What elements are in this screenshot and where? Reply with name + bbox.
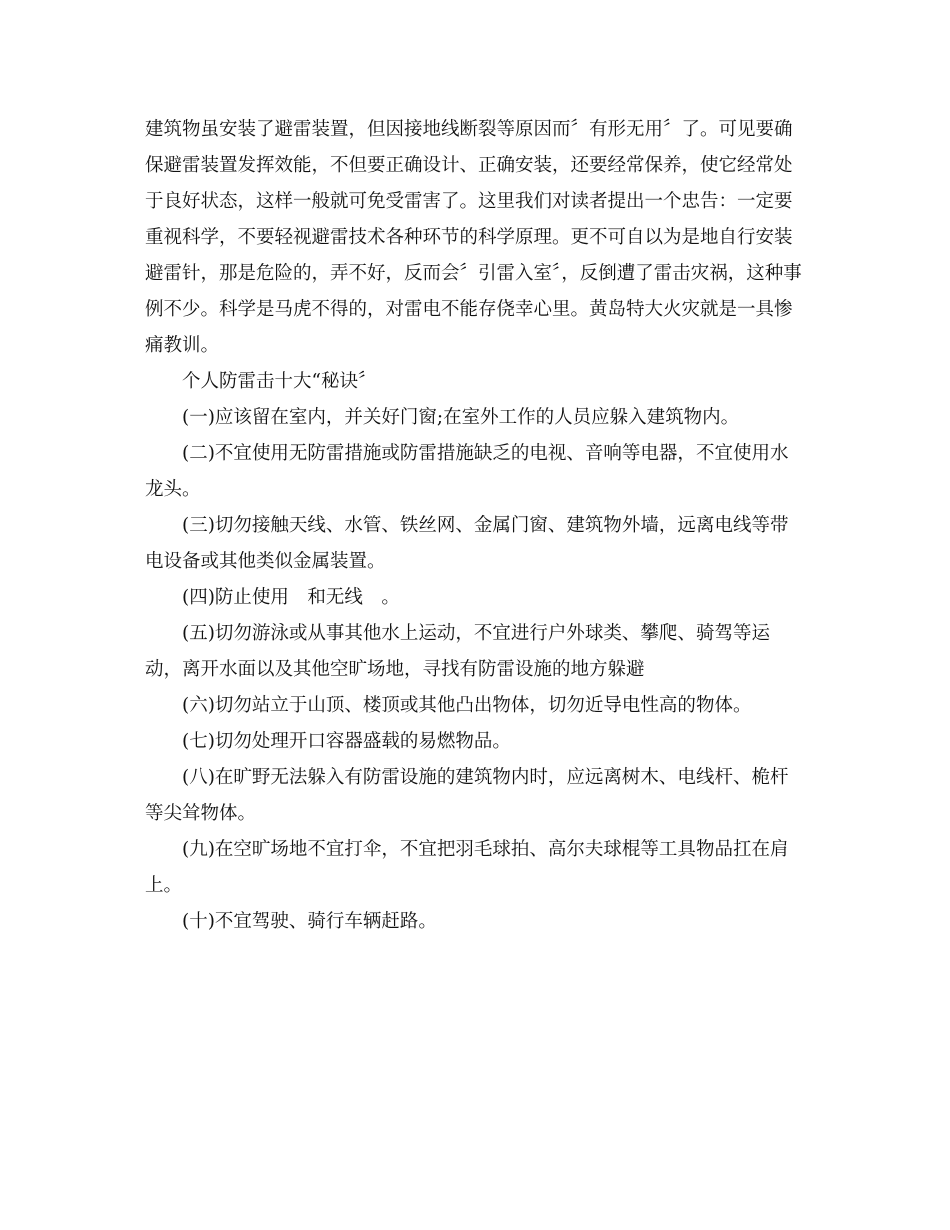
tip-item-6: (六)切勿站立于山顶、楼顶或其他凸出物体，切勿近导电性高的物体。 xyxy=(182,695,752,716)
tip-item-7: (七)切勿处理开口容器盛载的易燃物品。 xyxy=(182,731,511,752)
tip-item-10: (十)不宜驾驶、骑行车辆赶路。 xyxy=(182,911,437,932)
tip-item-1: (一)应该留在室内，并关好门窗;在室外工作的人员应躲入建筑物内。 xyxy=(182,407,740,428)
section-heading: 个人防雷击十大“秘诀〞 xyxy=(182,371,377,392)
tip-item-4: (四)防止使用 和无线 。 xyxy=(182,587,400,608)
tip-item-5: (五)切勿游泳或从事其他水上运动，不宜进行户外球类、攀爬、骑驾等运动，离开水面以及其他空旷场地，寻找有防雷设施的地方躲避 xyxy=(145,623,770,680)
tip-item-9: (九)在空旷场地不宜打伞，不宜把羽毛球拍、高尔夫球棍等工具物品扛在肩上。 xyxy=(145,839,789,896)
tip-item-3: (三)切勿接触天线、水管、铁丝网、金属门窗、建筑物外墙，远离电线等带电设备或其他类似金属装置。 xyxy=(145,515,789,572)
document-body xyxy=(145,112,805,940)
paragraph-intro: 建筑物虽安装了避雷装置，但因接地线断裂等原因而〞有形无用〞了。可见要确保避雷装置发挥效能，不但要正确设计、正确安装，还要经常保养，使它经常处于良好状态，这样一般就可免受雷害了。这里我们对读者提出一个忠告：一定要重视科学，不要轻视避雷技术各种环节的科学原理。更不可自以为是地自行安装避雷针，那是危险的，弄不好，反而会〞引雷入室〞，反倒遭了雷击灾祸，这种事例不少。科学是马虎不得的，对雷电不能存侥幸心里。黄岛特大火灾就是一具惨痛教训。 xyxy=(145,119,802,356)
tip-item-8: (八)在旷野无法躲入有防雷设施的建筑物内时，应远离树木、电线杆、桅杆等尖耸物体。 xyxy=(145,767,789,824)
tip-item-2: (二)不宜使用无防雷措施或防雷措施缺乏的电视、音响等电器，不宜使用水龙头。 xyxy=(145,443,789,500)
